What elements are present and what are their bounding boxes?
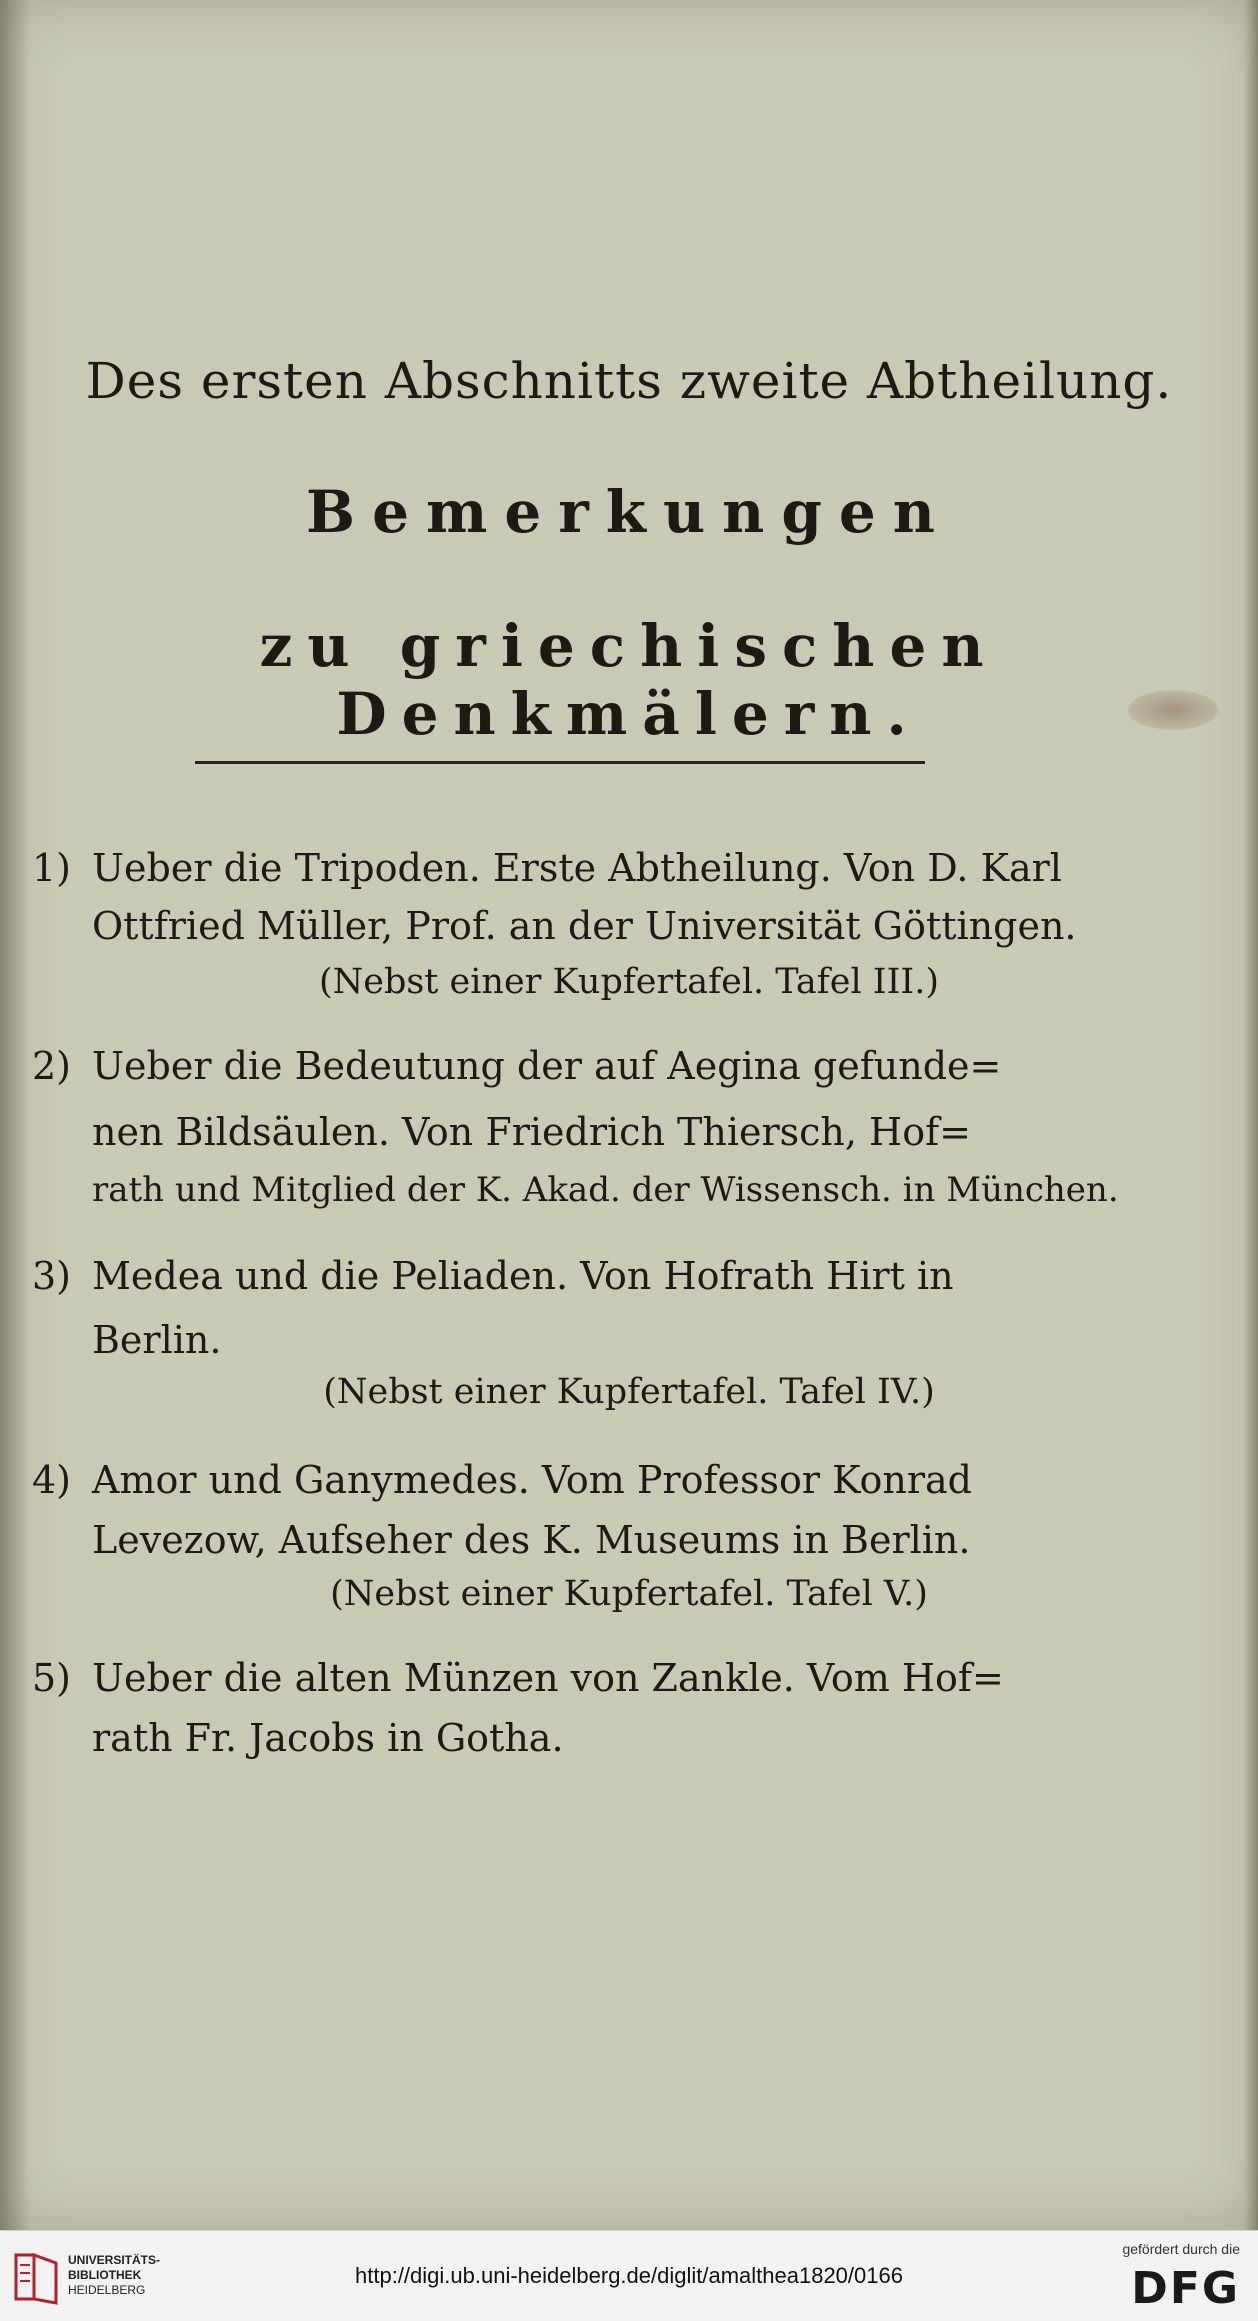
entry-line: rath Fr. Jacobs in Gotha.	[92, 1716, 564, 1760]
entry-line: Medea und die Peliaden. Von Hofrath Hirt in	[92, 1254, 954, 1298]
entry-line: Amor und Ganymedes. Vom Professor Konrad	[92, 1458, 972, 1502]
entry-note: (Nebst einer Kupfertafel. Tafel III.)	[318, 962, 940, 1002]
title-line-1: Bemerkungen	[306, 478, 952, 546]
library-name-line: HEIDELBERG	[68, 2283, 146, 2297]
viewer-footer	[0, 2230, 1258, 2321]
permalink-url[interactable]: http://digi.ub.uni-heidelberg.de/diglit/amalthea1820/0166	[355, 2263, 903, 2288]
page-edge	[1244, 0, 1258, 2230]
spine-shadow	[0, 0, 30, 2230]
title-line-2: zu griechischen Denkmälern.	[259, 612, 999, 748]
dfg-logo[interactable]: DFG	[1131, 2263, 1240, 2314]
entry-line: Levezow, Aufseher des K. Museums in Berlin.	[92, 1518, 971, 1562]
entry-line: Ueber die Bedeutung der auf Aegina gefunde=	[92, 1044, 1002, 1088]
entry-number: 4)	[32, 1458, 72, 1502]
funding-caption: gefördert durch die	[1122, 2241, 1240, 2257]
entry-note: (Nebst einer Kupfertafel. Tafel V.)	[330, 1574, 928, 1614]
horizontal-rule	[195, 761, 925, 764]
entry-number: 5)	[32, 1656, 72, 1700]
entry-line: rath und Mitglied der K. Akad. der Wissensch. in München.	[92, 1170, 1119, 1210]
library-name-line: BIBLIOTHEK	[68, 2268, 142, 2282]
entry-number: 1)	[32, 846, 72, 890]
entry-number: 3)	[32, 1254, 72, 1298]
library-name-line: UNIVERSITÄTS-	[68, 2253, 161, 2267]
entry-number: 2)	[32, 1044, 72, 1088]
entry-line: Ueber die Tripoden. Erste Abtheilung. Von D. Karl	[92, 846, 1062, 890]
entry-line: Berlin.	[92, 1318, 222, 1362]
entry-note: (Nebst einer Kupfertafel. Tafel IV.)	[323, 1372, 935, 1412]
entry-line: nen Bildsäulen. Von Friedrich Thiersch, Hof=	[92, 1110, 971, 1154]
section-heading: Des ersten Abschnitts zweite Abtheilung.	[85, 352, 1173, 410]
entry-line: Ueber die alten Münzen von Zankle. Vom Hof=	[92, 1656, 1004, 1700]
entry-line: Ottfried Müller, Prof. an der Universität Göttingen.	[92, 904, 1077, 948]
